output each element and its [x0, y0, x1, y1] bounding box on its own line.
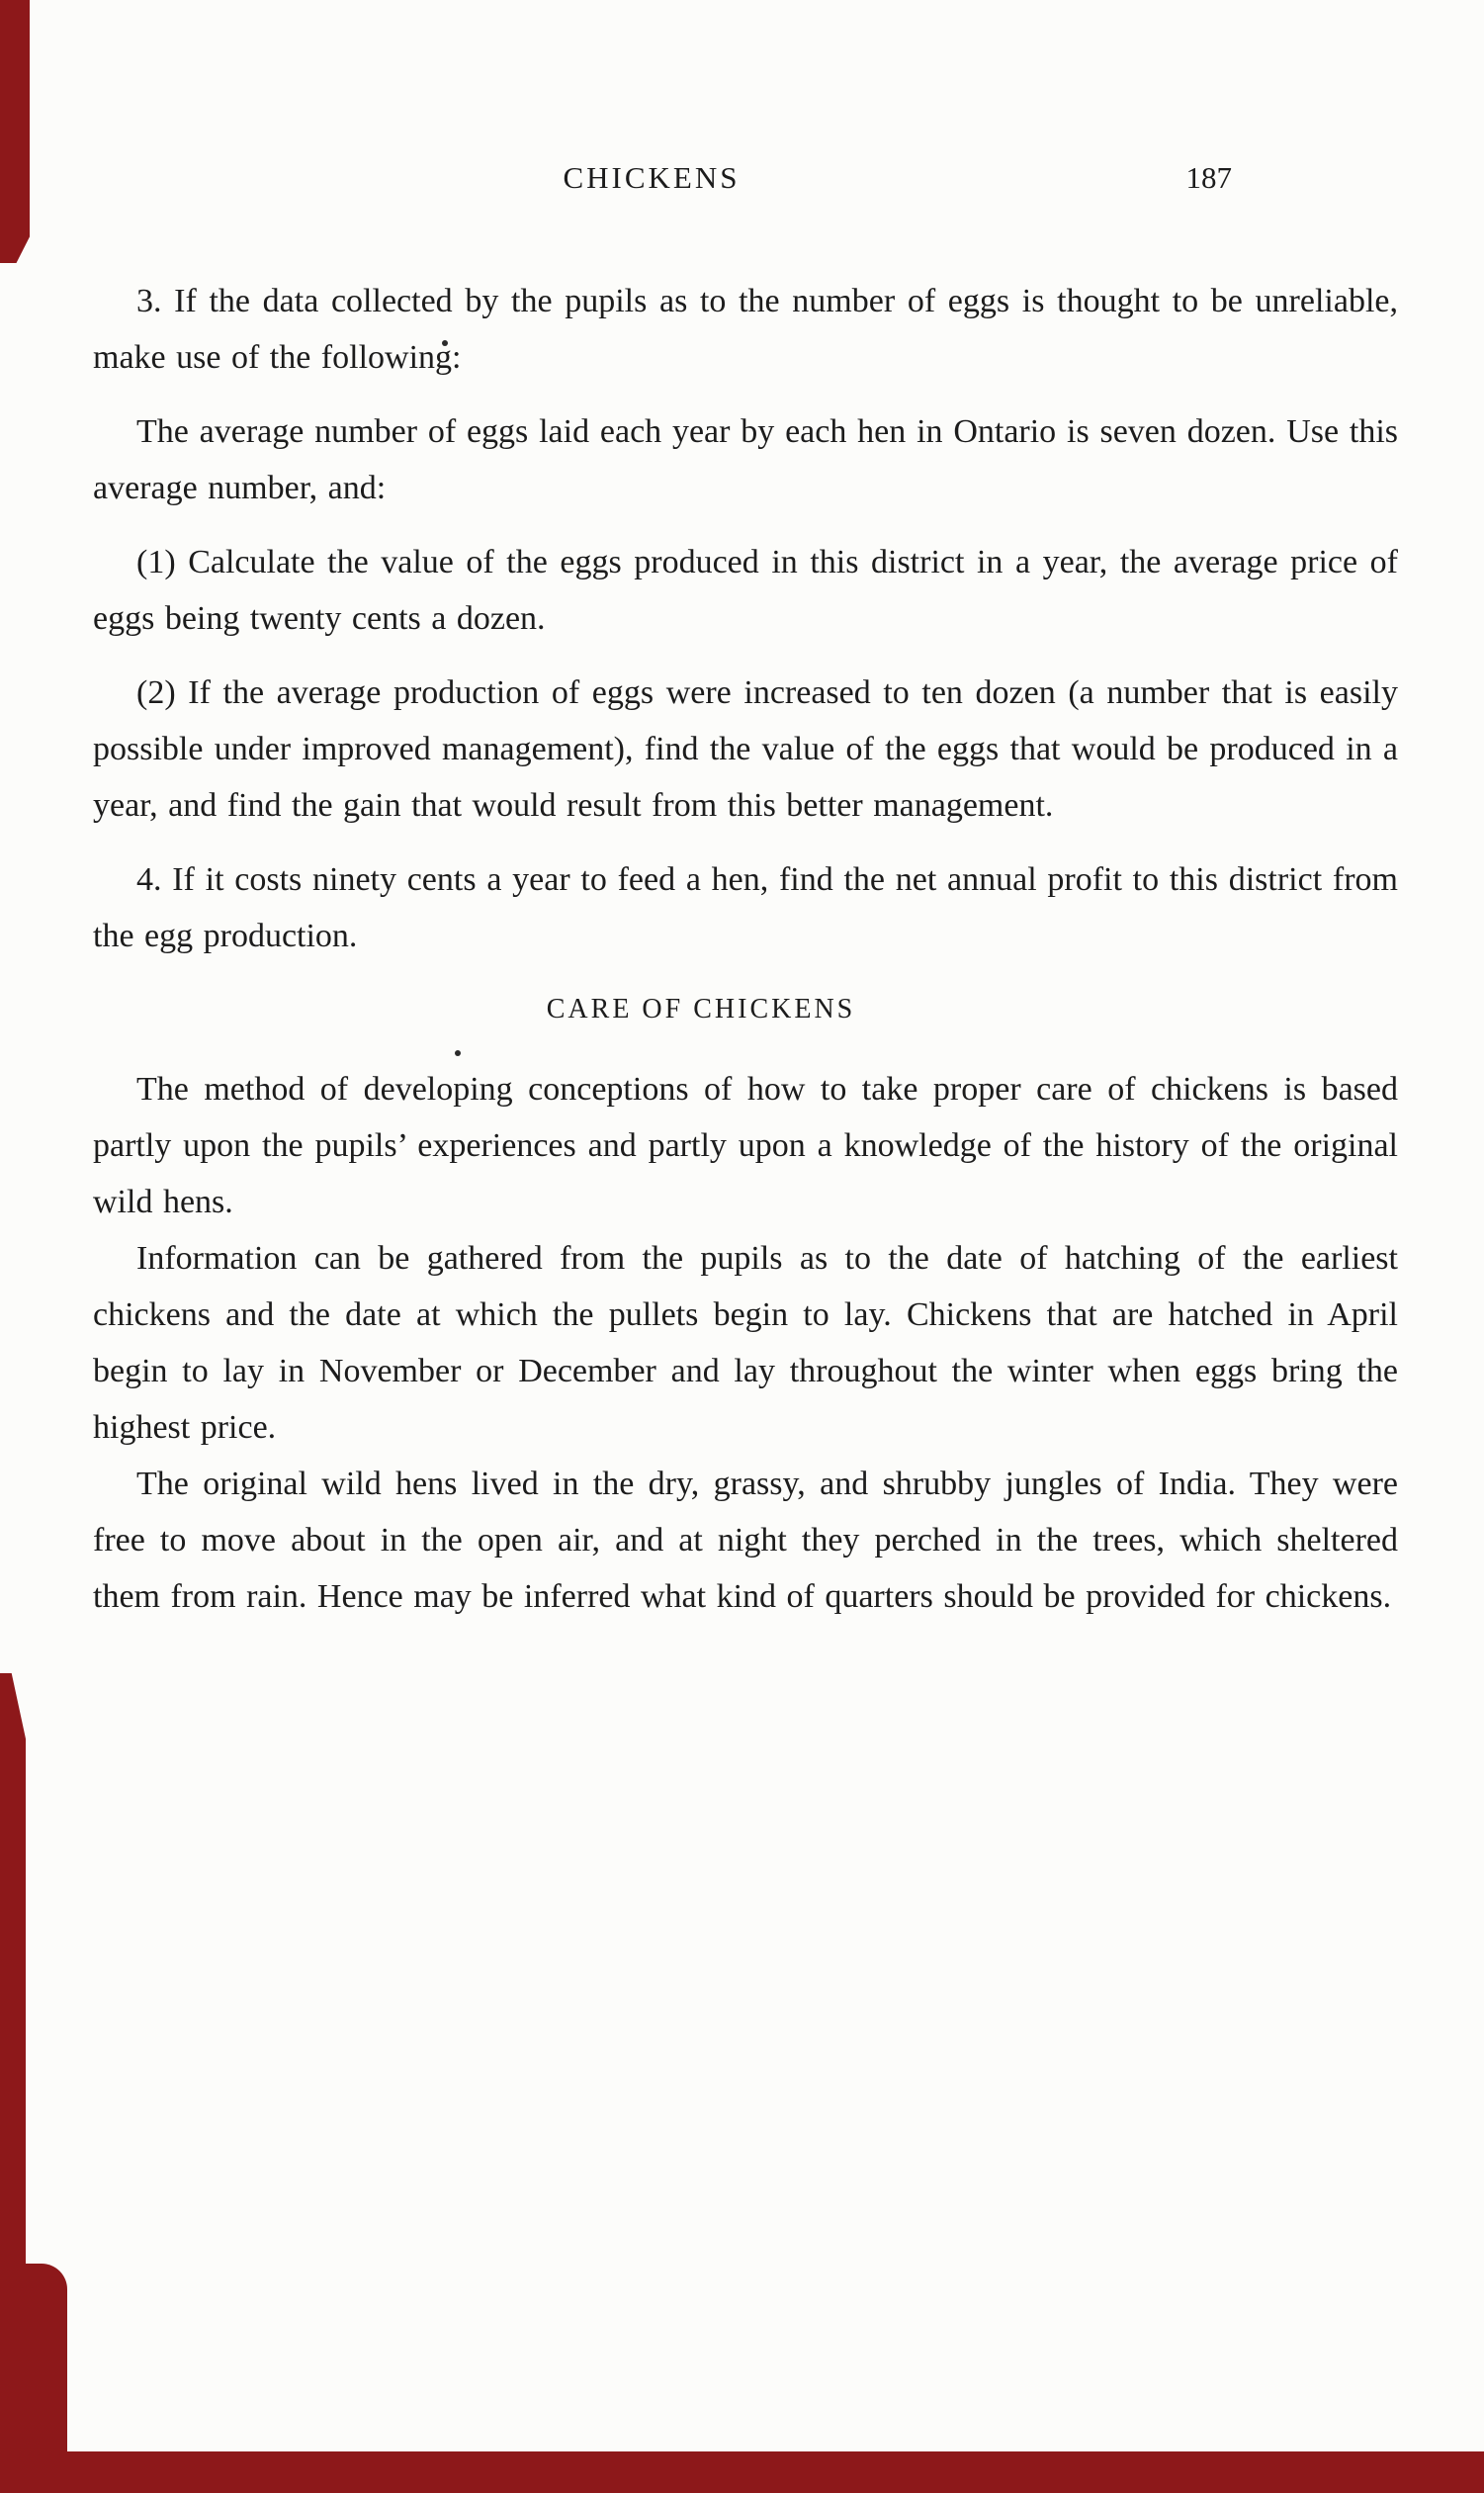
paragraph-wild-hens: The original wild hens lived in the dry, grassy, and shrubby jungles of India. They were free to move about in the open air, and at night they perched in the trees, which sheltered them from rain. Hence may be inferred what kind of quarters should be provided for chickens. [93, 1466, 1398, 1615]
paragraph-item-4: 4. If it costs ninety cents a year to feed a hen, find the net annual profit to this district from the egg production. [93, 861, 1398, 954]
paragraph-problem-2: (2) If the average production of eggs were increased to ten dozen (a number that is easily possible under improved management), find the value of the eggs that would be produced in a year, and find the gain that would result from this better management. [93, 674, 1398, 824]
page-content [93, 158, 1398, 1625]
scan-edge-artifact-bottom-bar [0, 2451, 1484, 2493]
running-head-title: CHICKENS [563, 160, 741, 195]
paragraph-average-eggs: The average number of eggs laid each year by each hen in Ontario is seven dozen. Use this average number, and: [93, 413, 1398, 506]
paragraph-information-gathering: Information can be gathered from the pupils as to the date of hatching of the earliest chickens and the date at which the pullets begin to lay. Chickens that are hatched in April begin to lay in November or December and lay throughout the winter when eggs bring the highest price. [93, 1240, 1398, 1446]
paragraph-care-method: The method of developing conceptions of how to take proper care of chickens is based partly upon the pupils’ experiences and partly upon a knowledge of the history of the original wild hens. [93, 1071, 1398, 1220]
paragraph-problem-1: (1) Calculate the value of the eggs produced in this district in a year, the average price of eggs being twenty cents a dozen. [93, 544, 1398, 637]
page-number: 187 [1185, 160, 1232, 195]
page-header [93, 158, 1398, 222]
paragraph-item-3: 3. If the data collected by the pupils as to the number of eggs is thought to be unreliable, make use of the following: [93, 283, 1398, 376]
section-heading-care-of-chickens: CARE OF CHICKENS [546, 994, 856, 1024]
scan-edge-artifact-top-left [0, 0, 30, 263]
